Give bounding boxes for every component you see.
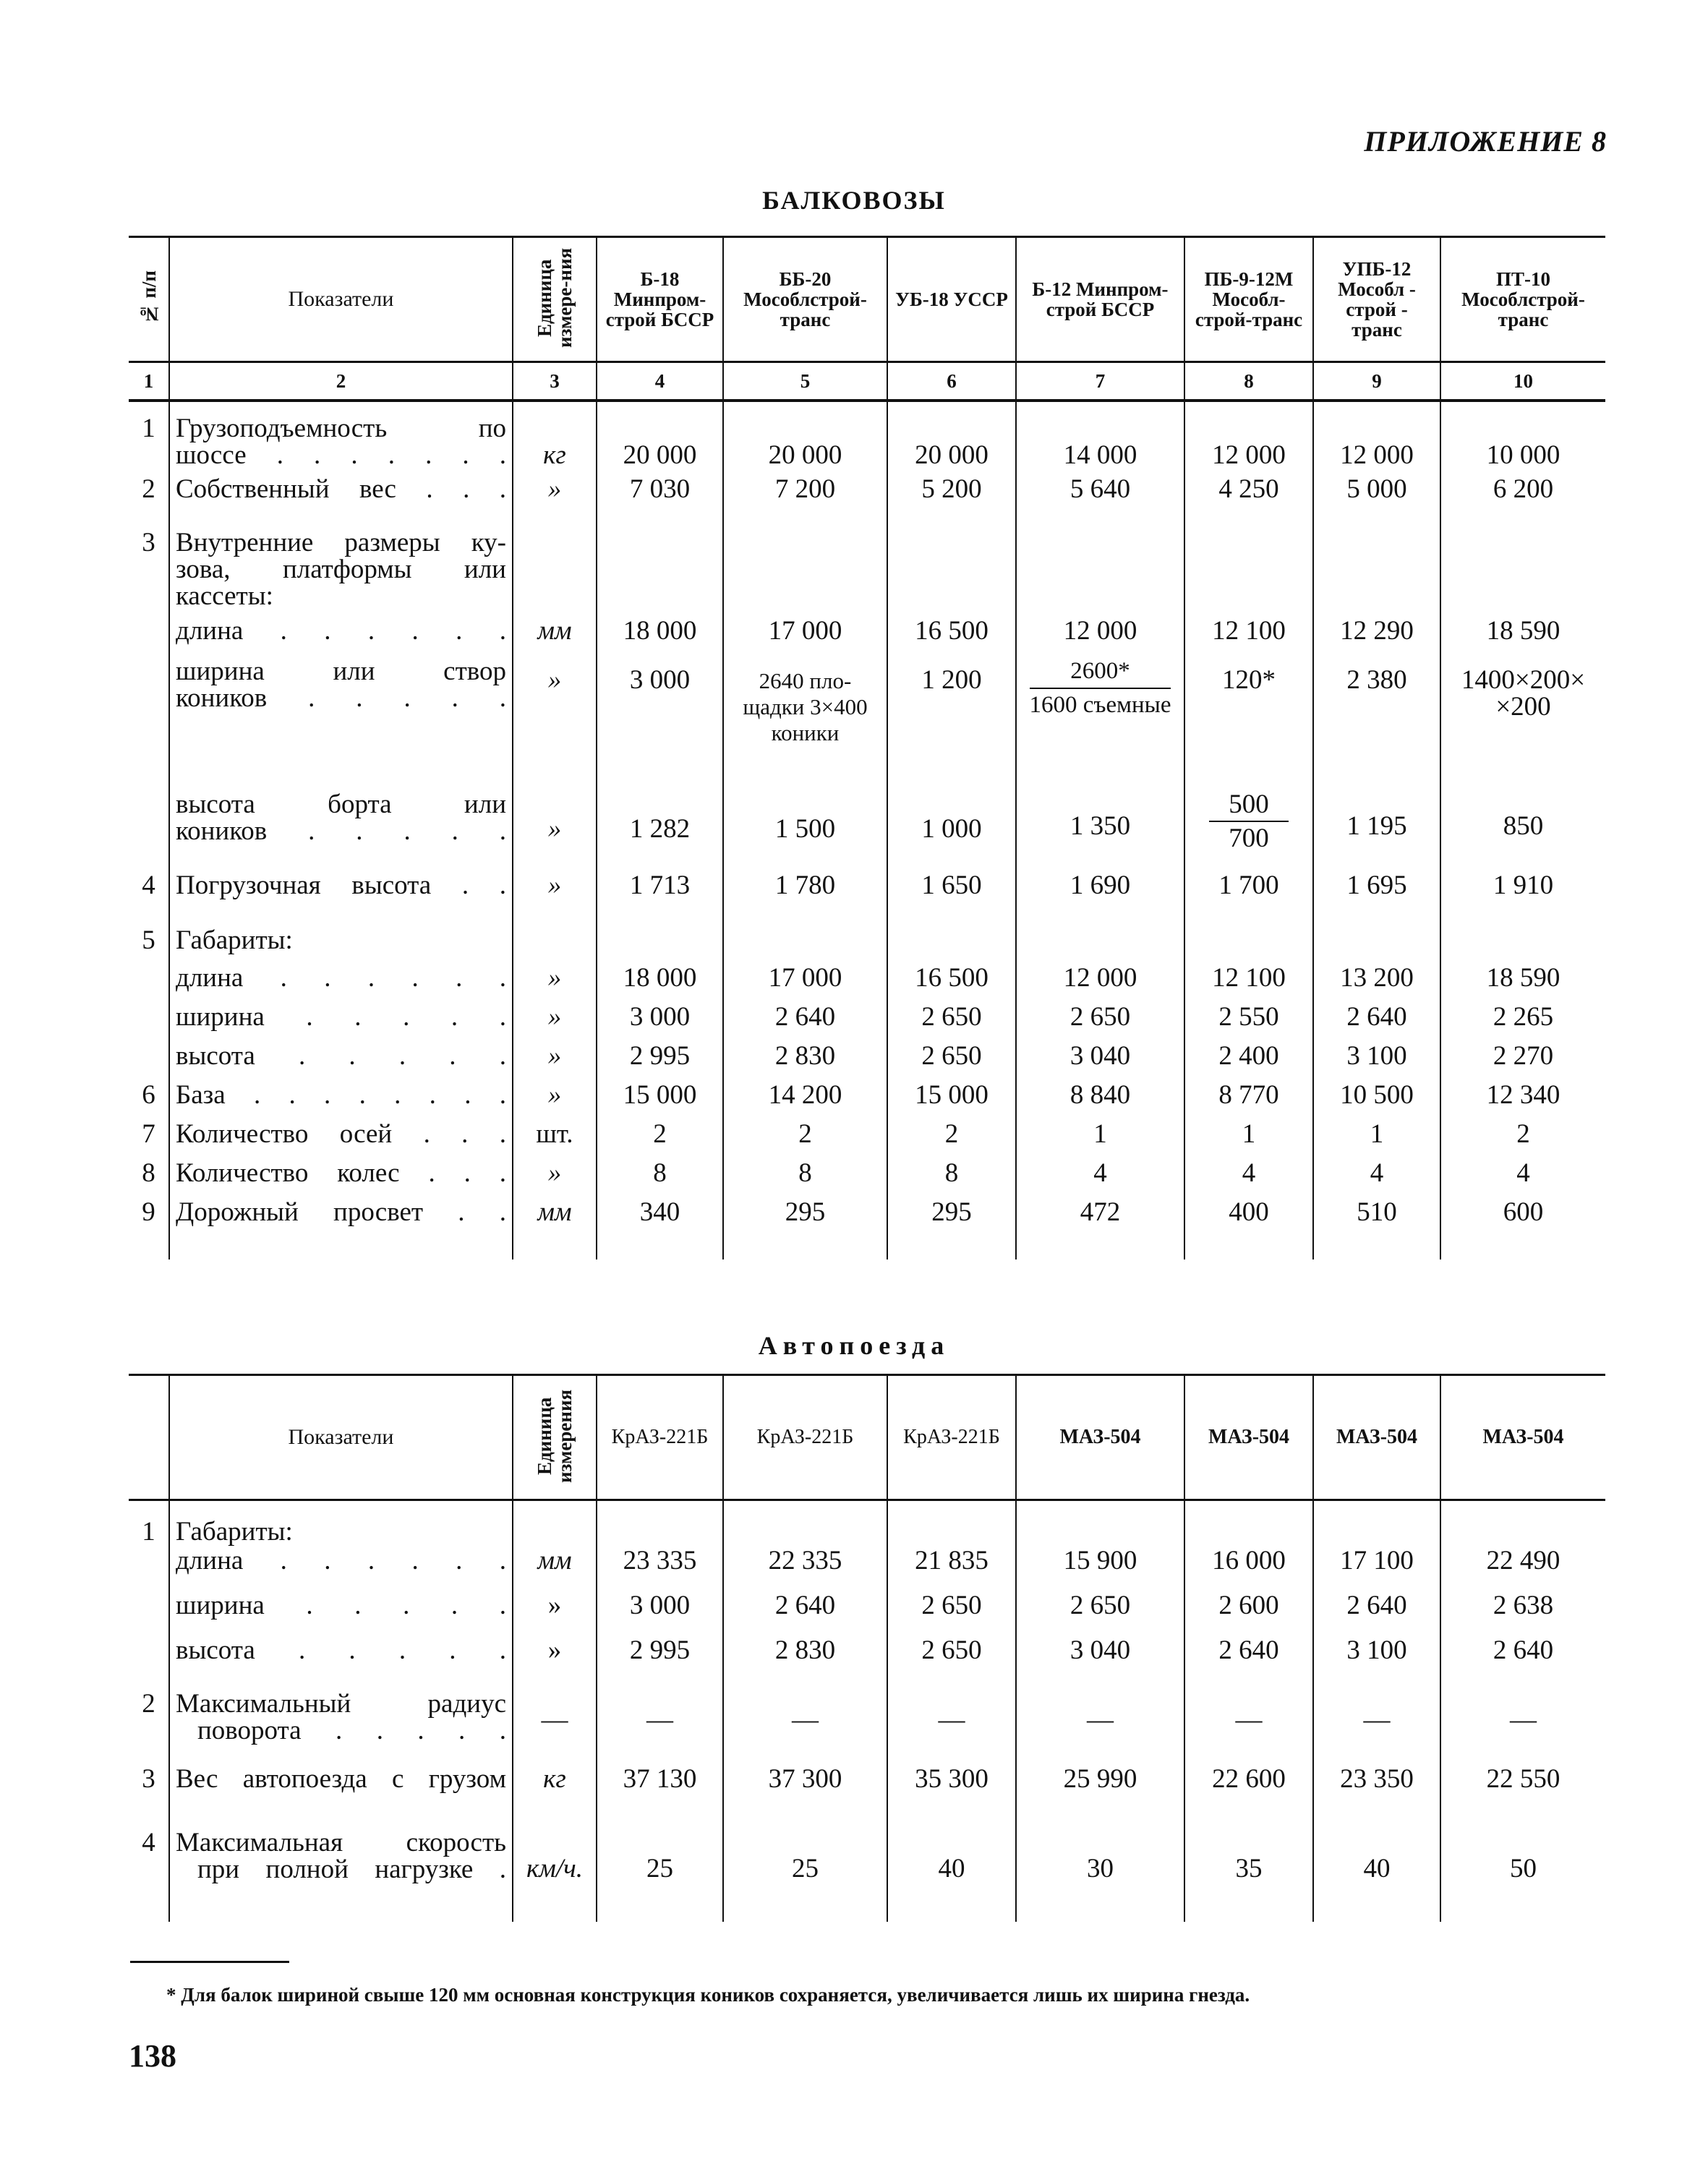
cell: 1 690: [1016, 872, 1184, 918]
cell: 2 270: [1440, 1043, 1605, 1082]
cell: 7 200: [723, 476, 887, 516]
table-row: [129, 1592, 1605, 1637]
cell: 12 100: [1184, 617, 1313, 658]
table-row: [129, 1637, 1605, 1682]
row-number: 1: [129, 1514, 169, 1547]
cell: 2 830: [723, 1637, 887, 1682]
cell: 1 650: [887, 872, 1016, 918]
colnum: 5: [723, 362, 887, 401]
cell: 37 300: [723, 1751, 887, 1821]
cell: 13 200: [1313, 965, 1440, 1004]
cell: 4: [1440, 1160, 1605, 1199]
cell: 2 638: [1440, 1592, 1605, 1637]
cell: 37 130: [597, 1751, 723, 1821]
cell: 2 995: [597, 1043, 723, 1082]
cell: 12 340: [1440, 1082, 1605, 1121]
cell: 18 000: [597, 617, 723, 658]
cell: 850: [1440, 791, 1605, 872]
table-row: [129, 965, 1605, 1004]
cell: 18 590: [1440, 965, 1605, 1004]
header-unit: Единица измерения: [513, 1375, 597, 1500]
cell: 4 250: [1184, 476, 1313, 516]
table-row: [129, 791, 1605, 872]
cell: 1 000: [887, 791, 1016, 872]
table-row: [129, 1199, 1605, 1259]
row-unit: »: [513, 1592, 597, 1637]
cell: 510: [1313, 1199, 1440, 1259]
cell: 25: [597, 1821, 723, 1922]
row-number: 4: [129, 872, 169, 918]
row-label: База . . . . . . . .: [169, 1082, 513, 1121]
cell: 16 500: [887, 965, 1016, 1004]
cell: 1: [1313, 1121, 1440, 1160]
row-label: Собственный вес . . .: [169, 476, 513, 516]
row-unit: »: [513, 965, 597, 1004]
colnum: 8: [1184, 362, 1313, 401]
cell: 15 900: [1016, 1547, 1184, 1592]
cell: 10 000: [1440, 415, 1605, 476]
cell: 120*: [1184, 658, 1313, 791]
cell: 14 200: [723, 1082, 887, 1121]
cell: 2640 пло-щадки 3×400 коники: [723, 658, 887, 791]
cell: 12 000: [1184, 415, 1313, 476]
cell: 15 000: [887, 1082, 1016, 1121]
cell: 14 000: [1016, 415, 1184, 476]
cell: 1 500: [723, 791, 887, 872]
cell: 15 000: [597, 1082, 723, 1121]
row-label: Количество осей . . .: [169, 1121, 513, 1160]
header-indicator: Показатели: [169, 1375, 513, 1500]
cell: 35: [1184, 1821, 1313, 1922]
cell: 1 780: [723, 872, 887, 918]
cell: 2 550: [1184, 1004, 1313, 1043]
row-unit: »: [513, 1082, 597, 1121]
row-label: ширина или створ коников . . . . .: [169, 658, 513, 791]
cell: 2 650: [887, 1004, 1016, 1043]
row-number: 2: [129, 476, 169, 516]
row-unit: км/ч.: [513, 1821, 597, 1922]
cell: 3 040: [1016, 1043, 1184, 1082]
cell: 2: [887, 1121, 1016, 1160]
row-unit: »: [513, 1160, 597, 1199]
row-number: 4: [129, 1821, 169, 1922]
cell: 3 000: [597, 1592, 723, 1637]
cell: 2 640: [1313, 1004, 1440, 1043]
cell: 1 910: [1440, 872, 1605, 918]
header-c8: ПБ-9-12М Мособл-строй-транс: [1184, 237, 1313, 362]
cell: —: [597, 1682, 723, 1751]
cell: 600: [1440, 1199, 1605, 1259]
row-unit: мм: [513, 617, 597, 658]
cell: 18 590: [1440, 617, 1605, 658]
cell: 2 650: [887, 1637, 1016, 1682]
table-row: [129, 516, 1605, 617]
colnum: 7: [1016, 362, 1184, 401]
colnum: 9: [1313, 362, 1440, 401]
cell: —: [1184, 1682, 1313, 1751]
row-number: 3: [129, 1751, 169, 1821]
footnote: * Для балок шириной свыше 120 мм основная конструкция коников сохраняется, увеличивается лишь их ширина гнезда.: [166, 1984, 1250, 2006]
cell: 1 695: [1313, 872, 1440, 918]
colnum: 2: [169, 362, 513, 401]
row-number: 7: [129, 1121, 169, 1160]
cell: 2 400: [1184, 1043, 1313, 1082]
cell: 17 100: [1313, 1547, 1440, 1592]
header-c10: ПТ-10 Мособлстрой-транс: [1440, 237, 1605, 362]
row-number: 8: [129, 1160, 169, 1199]
cell: 2 640: [1184, 1637, 1313, 1682]
row-label: длина . . . . . .: [169, 1547, 513, 1592]
row-number: 1: [129, 415, 169, 476]
page-number: 138: [129, 2038, 176, 2074]
cell: 1 713: [597, 872, 723, 918]
row-label: длина . . . . . .: [169, 965, 513, 1004]
row-label: Габариты:: [169, 1514, 513, 1547]
cell: 1400×200× ×200: [1440, 658, 1605, 791]
cell: 17 000: [723, 617, 887, 658]
table-avtopoezda: [129, 1374, 1605, 1922]
footnote-divider: [130, 1961, 289, 1963]
row-label: ширина . . . . .: [169, 1004, 513, 1043]
table-row: [129, 1082, 1605, 1121]
row-label: Дорожный просвет . .: [169, 1199, 513, 1259]
row-number: 3: [129, 516, 169, 617]
row-unit: мм: [513, 1199, 597, 1259]
header-c6: УБ-18 УССР: [887, 237, 1016, 362]
cell: 12 000: [1313, 415, 1440, 476]
header-model: МАЗ-504: [1184, 1375, 1313, 1500]
row-number: 5: [129, 918, 169, 965]
cell: 5 200: [887, 476, 1016, 516]
table-row: [129, 918, 1605, 965]
cell: 340: [597, 1199, 723, 1259]
table-row: [129, 1751, 1605, 1821]
table-row: [129, 658, 1605, 791]
row-unit: —: [513, 1682, 597, 1751]
row-label: Количество колес . . .: [169, 1160, 513, 1199]
cell: 2: [1440, 1121, 1605, 1160]
row-label: длина . . . . . .: [169, 617, 513, 658]
cell: 1: [1184, 1121, 1313, 1160]
cell: 12 000: [1016, 965, 1184, 1004]
colnum: 3: [513, 362, 597, 401]
cell: 21 835: [887, 1547, 1016, 1592]
table-row: [129, 1004, 1605, 1043]
cell: 10 500: [1313, 1082, 1440, 1121]
row-number: 6: [129, 1082, 169, 1121]
cell: —: [1313, 1682, 1440, 1751]
cell: 2 995: [597, 1637, 723, 1682]
header-indicator: Показатели: [169, 237, 513, 362]
appendix-label: ПРИЛОЖЕНИЕ 8: [1364, 125, 1607, 158]
header-model: КрАЗ-221Б: [597, 1375, 723, 1500]
cell: 20 000: [723, 415, 887, 476]
cell: 5 640: [1016, 476, 1184, 516]
cell: 17 000: [723, 965, 887, 1004]
cell: 30: [1016, 1821, 1184, 1922]
table-row: [129, 617, 1605, 658]
cell: 472: [1016, 1199, 1184, 1259]
cell: 2 600: [1184, 1592, 1313, 1637]
cell: 25 990: [1016, 1751, 1184, 1821]
cell: 3 040: [1016, 1637, 1184, 1682]
cell: 12 000: [1016, 617, 1184, 658]
cell: 22 335: [723, 1547, 887, 1592]
table-row: [129, 415, 1605, 476]
row-unit: »: [513, 476, 597, 516]
table-row: [129, 1121, 1605, 1160]
cell: 23 335: [597, 1547, 723, 1592]
header-model: КрАЗ-221Б: [887, 1375, 1016, 1500]
cell: 2 265: [1440, 1004, 1605, 1043]
cell: 12 100: [1184, 965, 1313, 1004]
cell: 295: [887, 1199, 1016, 1259]
cell: 2 650: [887, 1043, 1016, 1082]
cell: 22 550: [1440, 1751, 1605, 1821]
row-number: 2: [129, 1682, 169, 1751]
cell: —: [1016, 1682, 1184, 1751]
cell: 1 195: [1313, 791, 1440, 872]
table-row: [129, 1160, 1605, 1199]
table-row: [129, 1547, 1605, 1592]
cell: 1 282: [597, 791, 723, 872]
table1-title: БАЛКОВОЗЫ: [762, 186, 946, 215]
row-unit: »: [513, 791, 597, 872]
cell: 2: [723, 1121, 887, 1160]
cell: 12 290: [1313, 617, 1440, 658]
row-label: Максимальный радиус поворота . . . . .: [169, 1682, 513, 1751]
row-label: Габариты:: [169, 918, 513, 965]
row-label: Внутренние размеры ку- зова, платформы или кассеты:: [169, 516, 513, 617]
cell: 3 100: [1313, 1043, 1440, 1082]
cell: 23 350: [1313, 1751, 1440, 1821]
cell: 4: [1313, 1160, 1440, 1199]
cell: —: [887, 1682, 1016, 1751]
header-c4: Б-18 Минпром-строй БССР: [597, 237, 723, 362]
table-balkovozy: [129, 236, 1605, 1259]
row-unit: кг: [513, 415, 597, 476]
cell: 16 500: [887, 617, 1016, 658]
colnum: 6: [887, 362, 1016, 401]
row-unit: »: [513, 658, 597, 791]
cell: 35 300: [887, 1751, 1016, 1821]
cell: 2 650: [1016, 1004, 1184, 1043]
header-c9: УПБ-12 Мособл - строй - транс: [1313, 237, 1440, 362]
header-model: КрАЗ-221Б: [723, 1375, 887, 1500]
cell: 8: [597, 1160, 723, 1199]
header-unit: Единица измере-ния: [513, 237, 597, 362]
row-unit: »: [513, 1043, 597, 1082]
header-c7: Б-12 Минпром-строй БССР: [1016, 237, 1184, 362]
cell: 40: [1313, 1821, 1440, 1922]
row-label: высота борта или коников . . . . .: [169, 791, 513, 872]
row-label: высота . . . . .: [169, 1637, 513, 1682]
cell: 400: [1184, 1199, 1313, 1259]
row-label: высота . . . . .: [169, 1043, 513, 1082]
cell: 25: [723, 1821, 887, 1922]
cell: 2 640: [1440, 1637, 1605, 1682]
table-row: [129, 476, 1605, 516]
cell: 1 700: [1184, 872, 1313, 918]
colnum: 10: [1440, 362, 1605, 401]
row-label: Погрузочная высота . .: [169, 872, 513, 918]
row-label: ширина . . . . .: [169, 1592, 513, 1637]
table2-title: Автопоезда: [758, 1331, 950, 1360]
cell: 3 100: [1313, 1637, 1440, 1682]
cell: 16 000: [1184, 1547, 1313, 1592]
colnum: 1: [129, 362, 169, 401]
cell: $\frac{2600*}{\text{1600 съемные}}$: [1016, 658, 1184, 791]
cell: 2: [597, 1121, 723, 1160]
colnum: 4: [597, 362, 723, 401]
cell: 295: [723, 1199, 887, 1259]
cell: 3 000: [597, 658, 723, 791]
cell: 7 030: [597, 476, 723, 516]
row-unit: мм: [513, 1547, 597, 1592]
header-model: МАЗ-504: [1313, 1375, 1440, 1500]
cell: —: [1440, 1682, 1605, 1751]
row-unit: »: [513, 1637, 597, 1682]
cell: 2 380: [1313, 658, 1440, 791]
cell: 1 350: [1016, 791, 1184, 872]
row-label: Грузоподъемность по шоссе . . . . . . .: [169, 415, 513, 476]
header-c5: ББ-20 Мособлстрой-транс: [723, 237, 887, 362]
cell: 40: [887, 1821, 1016, 1922]
row-number: 9: [129, 1199, 169, 1259]
cell: $\frac{500}{700}$: [1184, 791, 1313, 872]
table-row: [129, 872, 1605, 918]
cell: 2 830: [723, 1043, 887, 1082]
cell: 50: [1440, 1821, 1605, 1922]
cell: 2 640: [723, 1592, 887, 1637]
cell: 3 000: [597, 1004, 723, 1043]
cell: 2 650: [887, 1592, 1016, 1637]
row-label: Вес автопоезда с грузом: [169, 1751, 513, 1821]
cell: 1: [1016, 1121, 1184, 1160]
table-row: [129, 1821, 1605, 1922]
cell: 8 840: [1016, 1082, 1184, 1121]
cell: 5 000: [1313, 476, 1440, 516]
cell: 8: [723, 1160, 887, 1199]
cell: 4: [1016, 1160, 1184, 1199]
cell: 2 640: [723, 1004, 887, 1043]
row-unit: кг: [513, 1751, 597, 1821]
cell: 8 770: [1184, 1082, 1313, 1121]
header-model: МАЗ-504: [1440, 1375, 1605, 1500]
cell: 4: [1184, 1160, 1313, 1199]
cell: 2 640: [1313, 1592, 1440, 1637]
cell: 1 200: [887, 658, 1016, 791]
cell: 6 200: [1440, 476, 1605, 516]
row-label: Максимальная скорость при полной нагрузке .: [169, 1821, 513, 1922]
table-row: [129, 1043, 1605, 1082]
table-row: [129, 1682, 1605, 1751]
table-row: [129, 1514, 1605, 1547]
cell: 18 000: [597, 965, 723, 1004]
cell: 20 000: [597, 415, 723, 476]
row-unit: шт.: [513, 1121, 597, 1160]
cell: 20 000: [887, 415, 1016, 476]
row-unit: »: [513, 872, 597, 918]
header-model: МАЗ-504: [1016, 1375, 1184, 1500]
row-unit: »: [513, 1004, 597, 1043]
cell: 8: [887, 1160, 1016, 1199]
cell: 2 650: [1016, 1592, 1184, 1637]
cell: —: [723, 1682, 887, 1751]
header-no: № п/п: [129, 237, 169, 362]
cell: 22 490: [1440, 1547, 1605, 1592]
cell: 22 600: [1184, 1751, 1313, 1821]
